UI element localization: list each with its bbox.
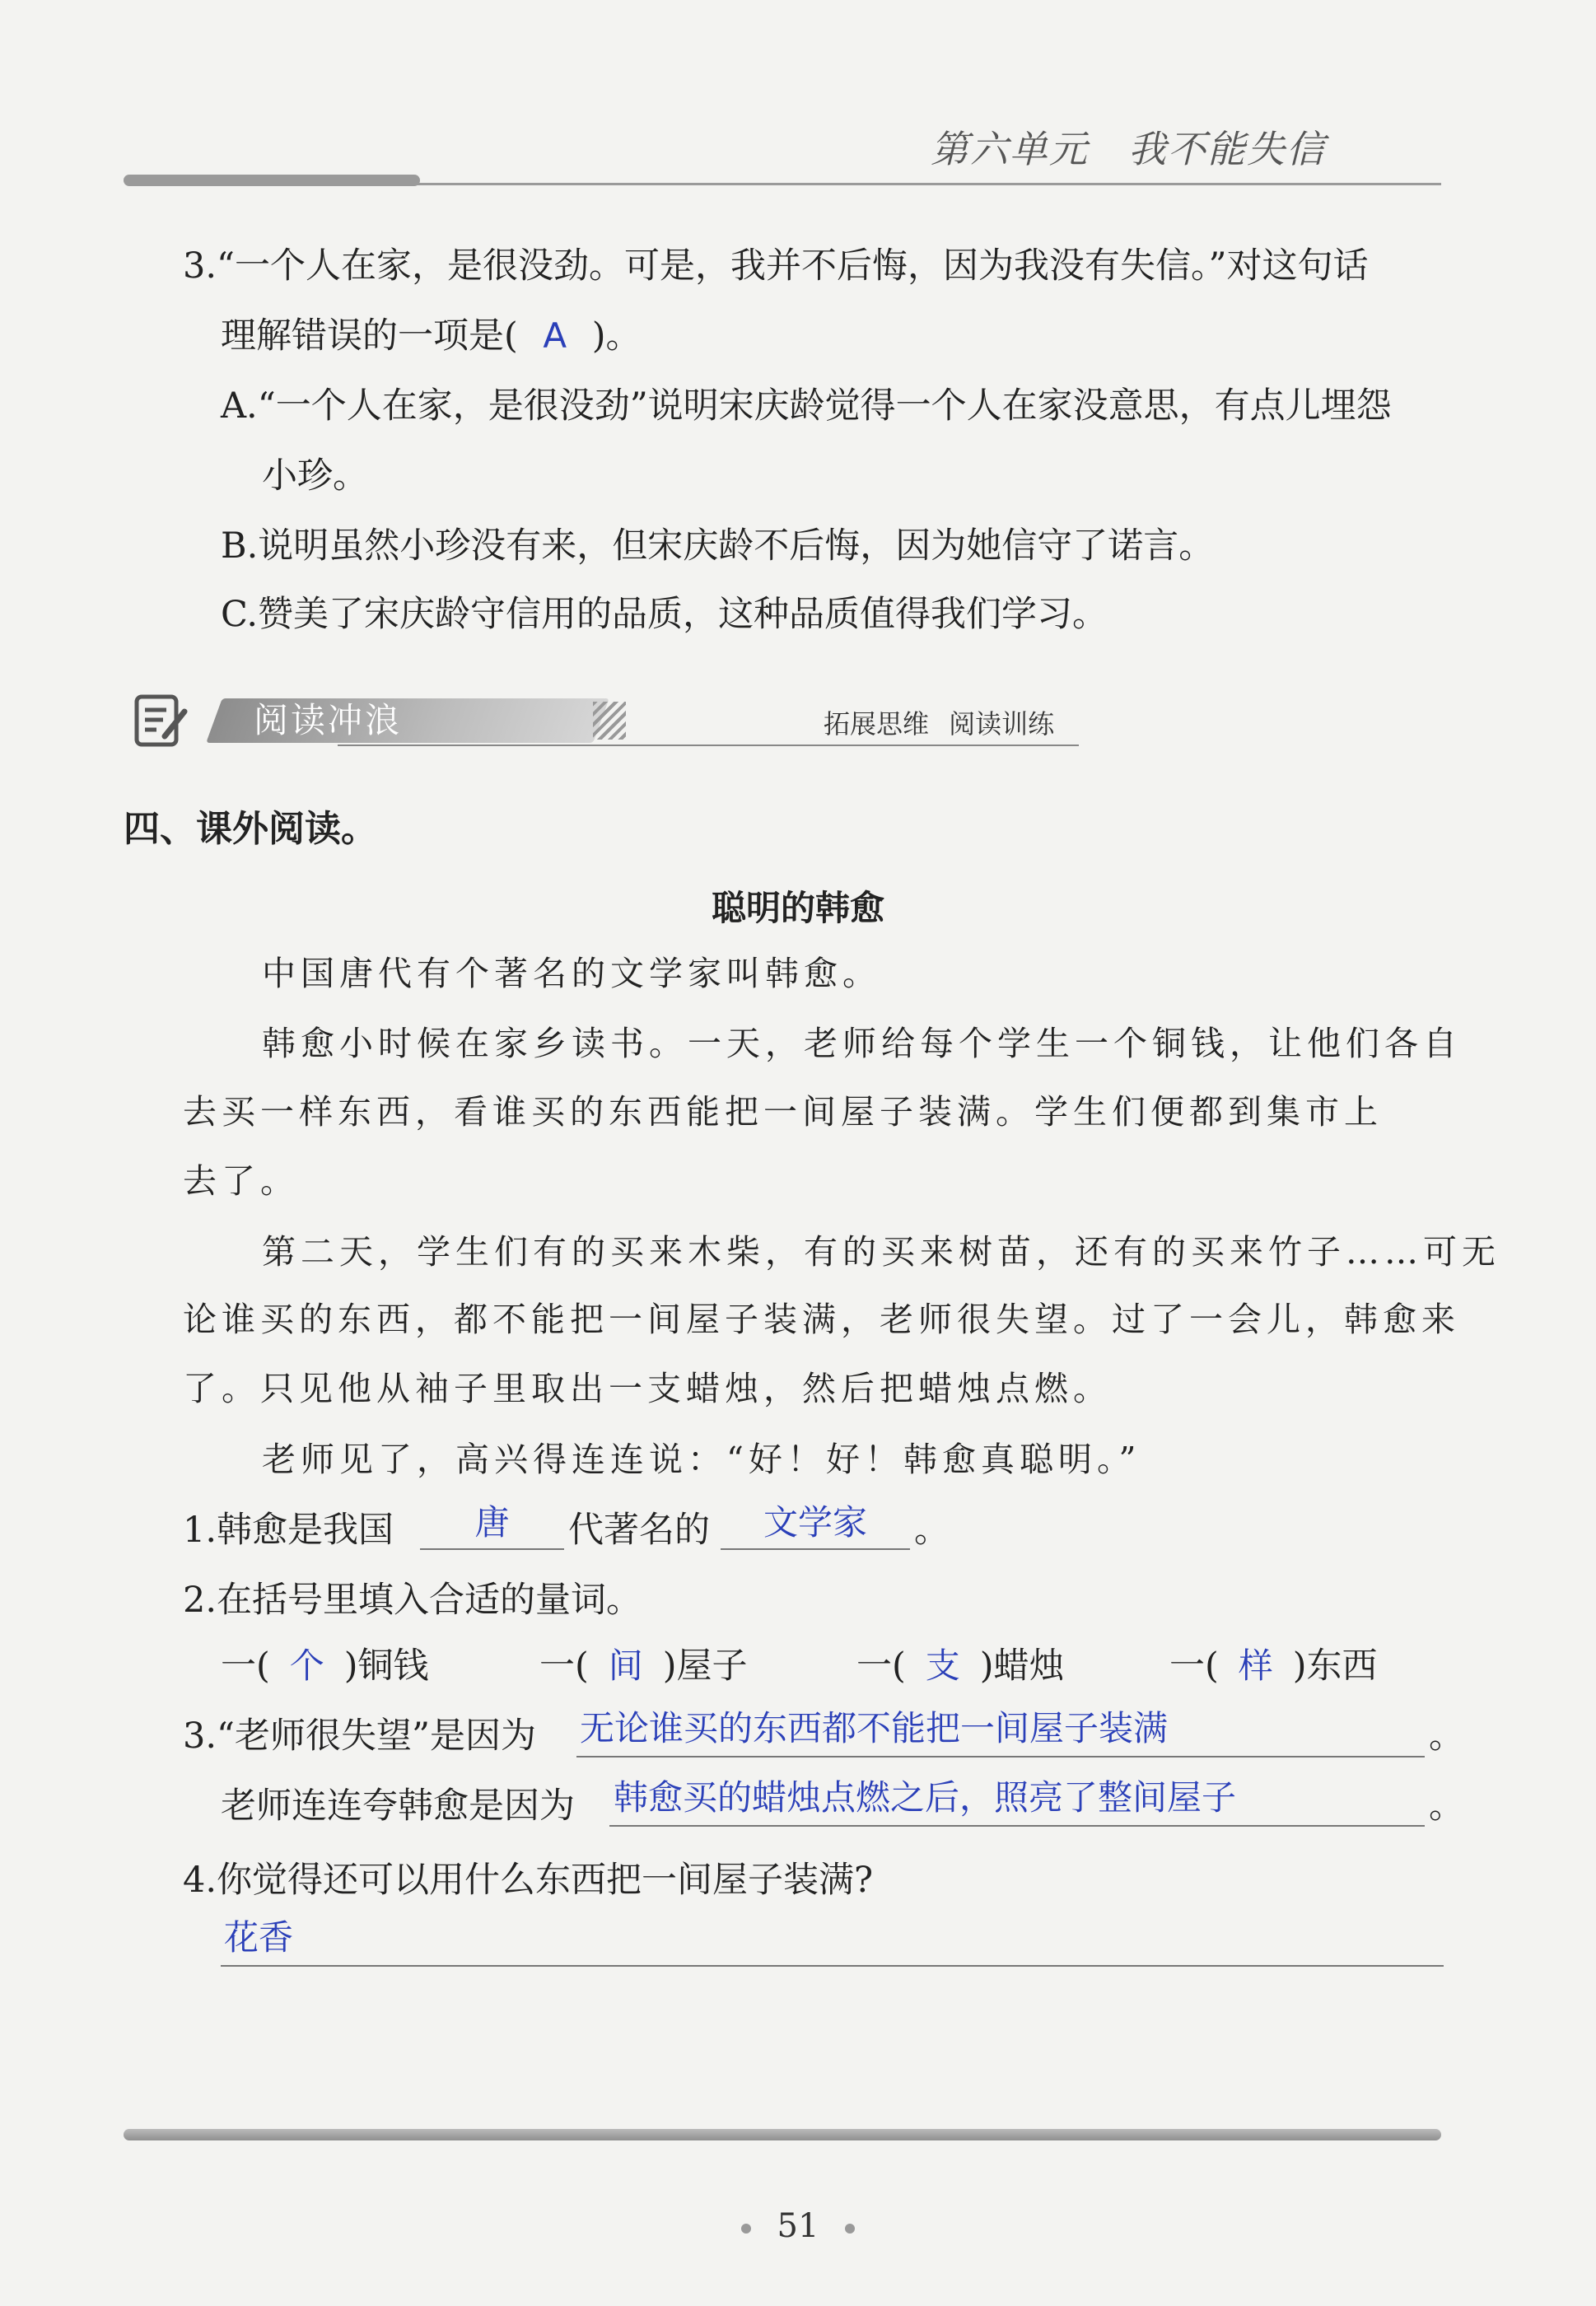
- story-p4: 老师见了，高兴得连连说：“好！好！韩愈真聪明。”: [262, 1440, 1141, 1479]
- q2-answer-3: 支: [925, 1645, 960, 1686]
- q1-prefix: 1.韩愈是我国: [183, 1510, 394, 1551]
- story-p3-l3: 了。只见他从袖子里取出一支蜡烛，然后把蜡烛点燃。: [183, 1369, 1112, 1408]
- q3-top-suffix: )。: [591, 315, 642, 357]
- page-number-text: 51: [777, 2207, 819, 2245]
- q1-answer-profession: 文学家: [763, 1502, 867, 1543]
- notepad-pencil-icon: [132, 692, 189, 749]
- q2-item-1: 一( 个 )铜钱: [221, 1643, 429, 1689]
- story-p2-l2: 去买一样东西，看谁买的东西能把一间屋子装满。学生们便都到集市上: [183, 1092, 1383, 1132]
- q2-answer-2: 间: [608, 1645, 643, 1686]
- q3-option-c: C.赞美了宋庆龄守信用的品质，这种品质值得我们学习。: [221, 594, 1108, 635]
- q3-top-line2: [221, 313, 642, 359]
- q2-answer-1: 个: [289, 1645, 324, 1686]
- footer-divider: [124, 2129, 1441, 2140]
- q1-answer-dynasty: 唐: [474, 1502, 510, 1543]
- q3-top-answer: A: [543, 315, 567, 356]
- q3-option-b: B.说明虽然小珍没有来，但宋庆龄不后悔，因为她信守了诺言。: [221, 525, 1215, 567]
- unit-title: 第六单元 我不能失信: [931, 127, 1326, 171]
- q1-middle: 代著名的: [568, 1510, 710, 1551]
- page-number: [0, 2207, 1596, 2245]
- q3-answer-1: 无论谁买的东西都不能把一间屋子装满: [580, 1708, 1169, 1748]
- q2-answer-4: 样: [1238, 1645, 1273, 1686]
- q3-top-line1: 3.“一个人在家，是很没劲。可是，我并不后悔，因为我没有失信。”对这句话: [183, 245, 1369, 287]
- section-title: 四、课外阅读。: [124, 808, 377, 850]
- q3-answer-2: 韩愈买的蜡烛点燃之后，照亮了整间屋子: [614, 1777, 1237, 1818]
- banner-label: 阅读冲浪: [254, 700, 403, 740]
- q3-option-a-line1: A.“一个人在家，是很没劲”说明宋庆龄觉得一个人在家没意思，有点儿埋怨: [221, 385, 1392, 427]
- story-p2-l3: 去了。: [183, 1161, 299, 1201]
- reading-banner: [132, 692, 1079, 749]
- q2-prompt: 2.在括号里填入合适的量词。: [183, 1580, 642, 1621]
- q3-end-2: 。: [1429, 1786, 1464, 1827]
- q3-second-prefix: 老师连连夸韩愈是因为: [221, 1786, 575, 1827]
- story-p1: 中国唐代有个著名的文学家叫韩愈。: [262, 954, 881, 993]
- q2-item-4: 一( 样 )东西: [1169, 1643, 1378, 1689]
- q3-end-1: 。: [1429, 1715, 1464, 1757]
- story-title: 聪明的韩愈: [711, 888, 884, 928]
- story-p3-l1: 第二天，学生们有的买来木柴，有的买来树苗，还有的买来竹子……可无: [262, 1232, 1500, 1272]
- story-p3-l2: 论谁买的东西，都不能把一间屋子装满，老师很失望。过了一会儿，韩愈来: [183, 1300, 1460, 1339]
- q3-prefix: 3.“老师很失望”是因为: [183, 1715, 536, 1757]
- q4-answer: 花香: [224, 1917, 294, 1958]
- header-divider: [124, 175, 1441, 186]
- q2-item-3: 一( 支 )蜡烛: [856, 1643, 1065, 1689]
- q4-prompt: 4.你觉得还可以用什么东西把一间屋子装满?: [183, 1860, 874, 1901]
- q3-option-a-line2: 小珍。: [262, 455, 368, 497]
- story-p2-l1: 韩愈小时候在家乡读书。一天，老师给每个学生一个铜钱，让他们各自: [262, 1024, 1462, 1063]
- q2-item-2: 一( 间 )屋子: [539, 1643, 748, 1689]
- q3-top-prefix: 理解错误的一项是(: [221, 315, 518, 357]
- q1-end: 。: [914, 1510, 950, 1551]
- banner-subtitle: 拓展思维 阅读训练: [824, 708, 1055, 740]
